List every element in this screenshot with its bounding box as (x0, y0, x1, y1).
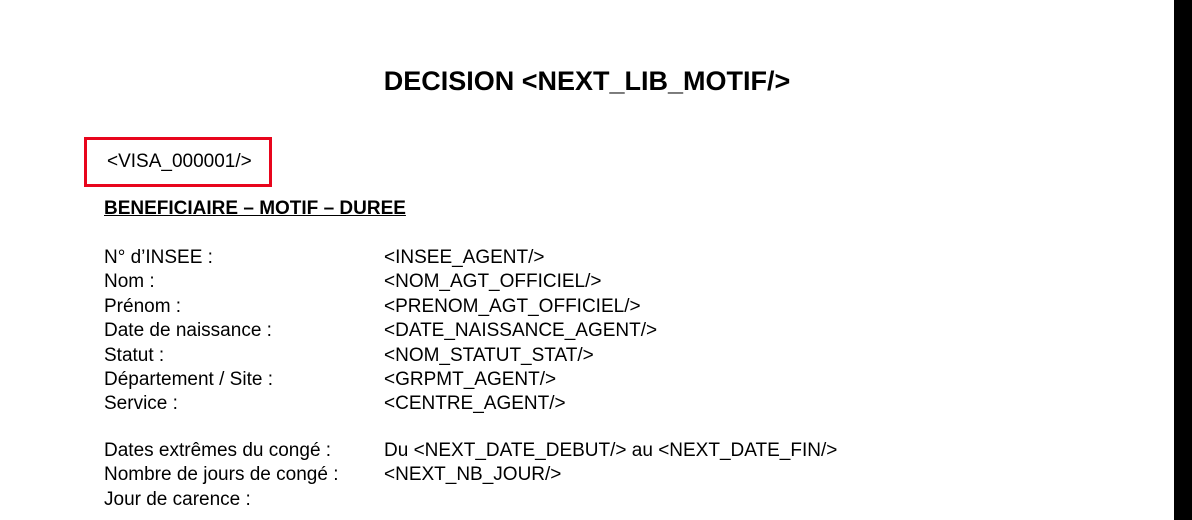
leave-field-group (104, 440, 837, 513)
field-value-departement-site: <GRPMT_AGENT/> (384, 368, 557, 390)
field-row-nom (104, 271, 657, 295)
field-row-nombre-jours (104, 464, 837, 488)
field-row-insee (104, 247, 657, 271)
field-row-prenom (104, 296, 657, 320)
right-edge-bar (1174, 0, 1192, 520)
field-value-nom: <NOM_AGT_OFFICIEL/> (384, 271, 602, 293)
field-value-statut: <NOM_STATUT_STAT/> (384, 344, 594, 366)
field-label-nom: Nom : (104, 271, 155, 293)
section-heading-beneficiaire: BENEFICIAIRE – MOTIF – DUREE (104, 198, 406, 219)
field-label-service: Service : (104, 393, 178, 415)
visa-placeholder-text: <VISA_000001/> (107, 151, 252, 172)
field-label-prenom: Prénom : (104, 295, 182, 317)
field-value-dates-extremes: Du <NEXT_DATE_DEBUT/> au <NEXT_DATE_FIN/> (384, 440, 838, 461)
field-label-statut: Statut : (104, 344, 165, 366)
field-row-service (104, 393, 657, 417)
page-title: DECISION <NEXT_LIB_MOTIF/> (383, 66, 791, 96)
field-label-date-naissance: Date de naissance : (104, 320, 272, 342)
visa-field-box[interactable] (84, 137, 272, 187)
field-value-service: <CENTRE_AGENT/> (384, 393, 566, 415)
field-row-dates-extremes (104, 440, 837, 464)
field-value-insee: <INSEE_AGENT/> (384, 247, 545, 268)
field-value-prenom: <PRENOM_AGT_OFFICIEL/> (384, 295, 641, 317)
field-label-departement-site: Département / Site : (104, 368, 273, 390)
field-label-jour-carence: Jour de carence : (104, 488, 251, 510)
identity-field-group (104, 247, 657, 418)
field-label-dates-extremes: Dates extrêmes du congé : (104, 440, 332, 461)
field-row-statut (104, 345, 657, 369)
field-label-insee: N° d’INSEE : (104, 247, 213, 268)
field-label-nombre-jours: Nombre de jours de congé : (104, 464, 339, 486)
field-row-date-naissance (104, 320, 657, 344)
field-value-nombre-jours: <NEXT_NB_JOUR/> (384, 464, 562, 486)
field-value-date-naissance: <DATE_NAISSANCE_AGENT/> (384, 320, 658, 342)
field-row-departement-site (104, 369, 657, 393)
field-row-jour-carence (104, 489, 837, 513)
